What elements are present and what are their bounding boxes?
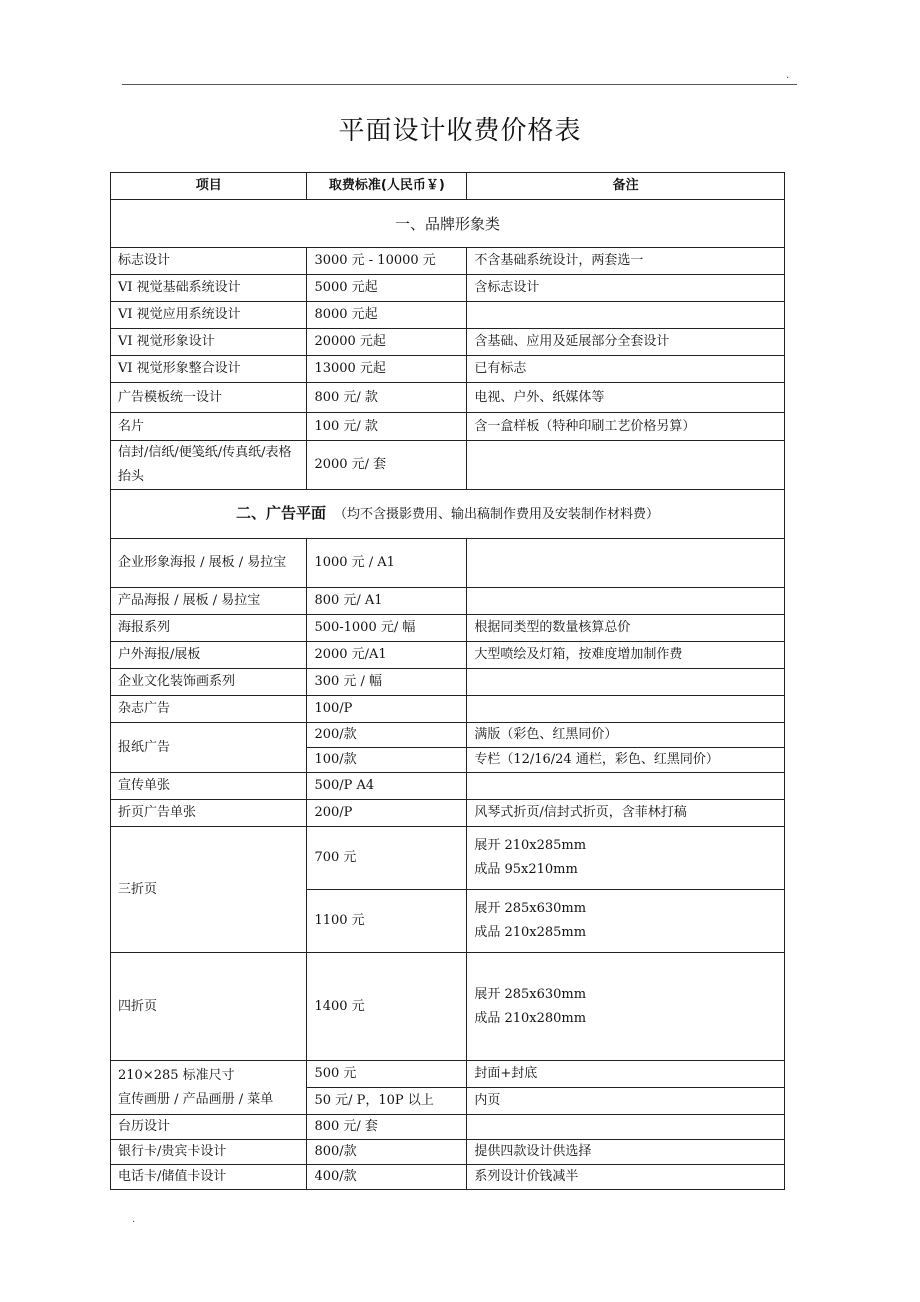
table-cell: 不含基础系统设计，两套选一 (467, 248, 785, 275)
table-cell: 含标志设计 (467, 275, 785, 302)
column-header-item: 项目 (111, 173, 307, 200)
table-cell (467, 539, 785, 588)
table-cell (111, 1061, 307, 1115)
table-cell: 800/款 (307, 1140, 467, 1165)
table-cell: 折页广告单张 (111, 800, 307, 827)
table-cell: 信封/信纸/便笺纸/传真纸/表格抬头 (111, 441, 307, 490)
table-cell: VI 视觉形象整合设计 (111, 356, 307, 383)
table-cell: 三折页 (111, 827, 307, 953)
section-ads-title (111, 490, 785, 539)
table-cell: 户外海报/展板 (111, 642, 307, 669)
table-cell: 500 元 (307, 1061, 467, 1088)
table-cell: 企业文化装饰画系列 (111, 669, 307, 696)
spec-line: 展开 285x630mm (474, 901, 587, 916)
spec-line: 成品 210x280mm (474, 1010, 587, 1026)
brochure-size: 210×285 标准尺寸 (118, 1067, 235, 1083)
table-cell: 内页 (467, 1088, 785, 1115)
table-cell: 1000 元 / A1 (307, 539, 467, 588)
table-cell (467, 669, 785, 696)
table-cell: 满版（彩色、红黑同价） (467, 723, 785, 748)
table-cell: 700 元 (307, 827, 467, 890)
table-cell: 2000 元/ 套 (307, 441, 467, 490)
table-cell: 50 元/ P，10P 以上 (307, 1088, 467, 1115)
table-cell: 标志设计 (111, 248, 307, 275)
table-cell: 电话卡/储值卡设计 (111, 1165, 307, 1190)
header-dot: . (786, 70, 790, 81)
brochure-item: 宣传画册 / 产品画册 / 菜单 (118, 1091, 274, 1107)
table-cell (467, 890, 785, 953)
table-cell: 100 元/ 款 (307, 413, 467, 441)
table-cell: 200/款 (307, 723, 467, 748)
footer-dot: . (132, 1214, 136, 1225)
table-cell: 系列设计价钱减半 (467, 1165, 785, 1190)
table-cell: 报纸广告 (111, 723, 307, 773)
table-cell: 100/P (307, 696, 467, 723)
table-cell: 封面+封底 (467, 1061, 785, 1088)
table-cell: 1100 元 (307, 890, 467, 953)
table-cell: 800 元/ A1 (307, 588, 467, 615)
table-cell: 300 元 / 幅 (307, 669, 467, 696)
table-cell (467, 588, 785, 615)
table-cell (467, 302, 785, 329)
spec-line: 成品 210x285mm (474, 925, 587, 940)
table-cell (467, 773, 785, 800)
table-cell (467, 696, 785, 723)
table-cell: 企业形象海报 / 展板 / 易拉宝 (111, 539, 307, 588)
table-cell: 风琴式折页/信封式折页，含菲林打稿 (467, 800, 785, 827)
table-cell: 广告模板统一设计 (111, 383, 307, 413)
table-cell: 500/P A4 (307, 773, 467, 800)
table-cell: 专栏（12/16/24 通栏，彩色、红黑同价） (467, 748, 785, 773)
section-brand-title: 一、品牌形象类 (111, 200, 785, 248)
table-cell (467, 827, 785, 890)
section-ads-note: （均不含摄影费用、输出稿制作费用及安装制作材料费） (334, 507, 660, 522)
table-cell: 提供四款设计供选择 (467, 1140, 785, 1165)
table-cell: 宣传单张 (111, 773, 307, 800)
table-cell: 400/款 (307, 1165, 467, 1190)
table-cell: 100/款 (307, 748, 467, 773)
section-ads-heading: 二、广告平面 (235, 504, 326, 522)
table-cell: 800 元/ 套 (307, 1115, 467, 1140)
table-cell: 20000 元起 (307, 329, 467, 356)
spec-line: 展开 210x285mm (474, 838, 587, 853)
table-cell: 根据同类型的数量核算总价 (467, 615, 785, 642)
table-cell: 含基础、应用及延展部分全套设计 (467, 329, 785, 356)
table-cell: VI 视觉应用系统设计 (111, 302, 307, 329)
table-cell: 1400 元 (307, 953, 467, 1061)
table-cell: VI 视觉形象设计 (111, 329, 307, 356)
table-cell: 名片 (111, 413, 307, 441)
column-header-note: 备注 (467, 173, 785, 200)
header-rule (122, 84, 797, 85)
table-cell: 海报系列 (111, 615, 307, 642)
table-cell: 产品海报 / 展板 / 易拉宝 (111, 588, 307, 615)
table-cell: 3000 元 - 10000 元 (307, 248, 467, 275)
table-cell: 含一盒样板（特种印刷工艺价格另算） (467, 413, 785, 441)
table-cell (467, 953, 785, 1061)
table-cell: 200/P (307, 800, 467, 827)
table-cell: 2000 元/A1 (307, 642, 467, 669)
page-title: 平面设计收费价格表 (338, 116, 582, 146)
price-table (110, 172, 785, 1190)
table-cell: 银行卡/贵宾卡设计 (111, 1140, 307, 1165)
table-cell: 大型喷绘及灯箱，按难度增加制作费 (467, 642, 785, 669)
table-cell: 5000 元起 (307, 275, 467, 302)
spec-line: 成品 95x210mm (474, 862, 578, 877)
spec-line: 展开 285x630mm (474, 986, 587, 1002)
table-cell: 500-1000 元/ 幅 (307, 615, 467, 642)
table-cell: 台历设计 (111, 1115, 307, 1140)
table-cell: 杂志广告 (111, 696, 307, 723)
table-cell (467, 1115, 785, 1140)
column-header-fee: 取费标准(人民币￥) (307, 173, 467, 200)
table-cell: 8000 元起 (307, 302, 467, 329)
table-cell: 电视、户外、纸媒体等 (467, 383, 785, 413)
table-cell: VI 视觉基础系统设计 (111, 275, 307, 302)
table-cell: 13000 元起 (307, 356, 467, 383)
table-cell: 四折页 (111, 953, 307, 1061)
table-cell: 800 元/ 款 (307, 383, 467, 413)
table-cell (467, 441, 785, 490)
table-cell: 已有标志 (467, 356, 785, 383)
